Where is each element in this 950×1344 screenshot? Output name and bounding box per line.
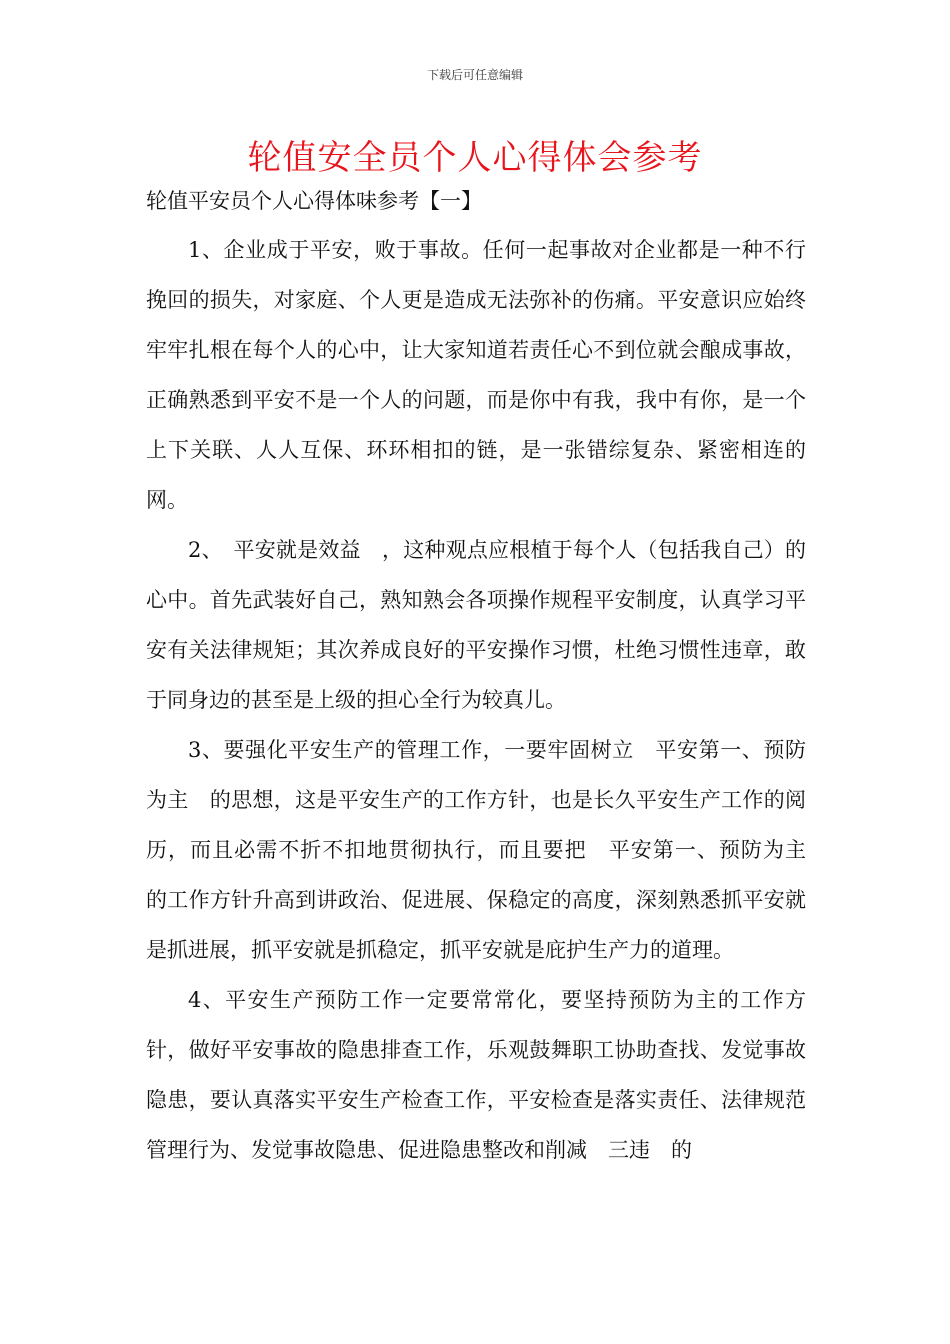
section-subtitle: 轮值平安员个人心得体味参考【一】 <box>146 189 482 213</box>
paragraph-4: 4、平安生产预防工作一定要常常化，要坚持预防为主的工作方针，做好平安事故的隐患排查工作，乐观鼓舞职工协助查找、发觉事故隐患，要认真落实平安生产检查工作，平安检查是落实责任、法律规范管理行为、发觉事故隐患、促进隐患整改和削减 三违 的 <box>146 988 806 1162</box>
page-header-note: 下载后可任意编辑 <box>426 68 523 82</box>
document-title: 轮值安全员个人心得体会参考 <box>247 138 703 178</box>
document-body <box>146 225 827 1175</box>
paragraph-2: 2、 平安就是效益 ，这种观点应根植于每个人（包括我自己）的心中。首先武装好自己，熟知熟会各项操作规程平安制度，认真学习平安有关法律规矩；其次养成良好的平安操作习惯，杜绝习惯性违章，敢于同身边的甚至是上级的担心全行为较真儿。 <box>146 538 806 712</box>
paragraph-3: 3、要强化平安生产的管理工作，一要牢固树立 平安第一、预防为主 的思想，这是平安生产的工作方针，也是长久平安生产工作的阅历，而且必需不折不扣地贯彻执行，而且要把 平安第一、预防为主 的工作方针升高到讲政治、促进展、保稳定的高度，深刻熟悉抓平安就是抓进展，抓平安就是抓稳定，抓平安就是庇护生产力的道理。 <box>146 738 827 962</box>
paragraph-1: 1、企业成于平安，败于事故。任何一起事故对企业都是一种不行挽回的损失，对家庭、个人更是造成无法弥补的伤痛。平安意识应始终牢牢扎根在每个人的心中，让大家知道若责任心不到位就会酿成事故，正确熟悉到平安不是一个人的问题，而是你中有我，我中有你，是一个上下关联、人人互保、环环相扣的链，是一张错综复杂、紧密相连的网。 <box>146 238 806 512</box>
